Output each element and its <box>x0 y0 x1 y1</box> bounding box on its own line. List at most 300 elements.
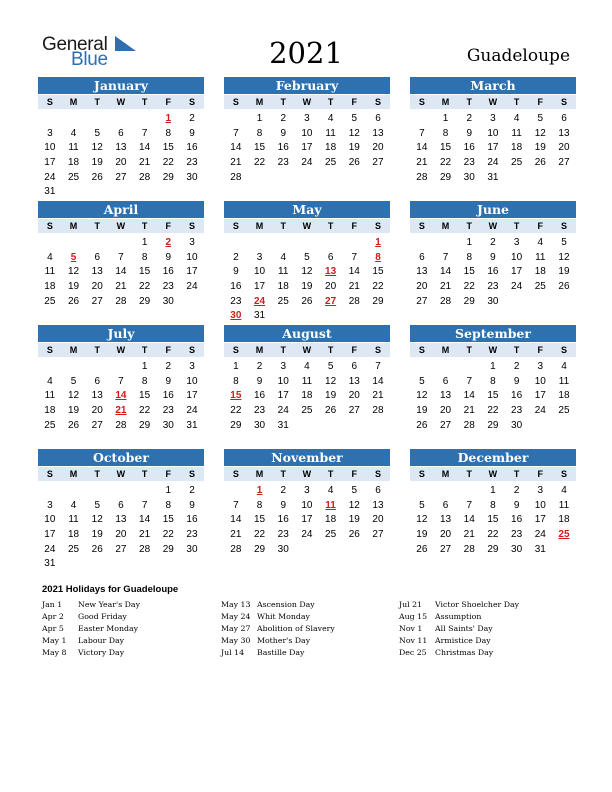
weekday-label: T <box>280 97 286 107</box>
day-cell: 5 <box>561 237 567 248</box>
day-cell: 20 <box>91 281 103 293</box>
month-title: March <box>410 77 576 94</box>
day-cell: 2 <box>513 485 520 496</box>
day-cell: 4 <box>561 361 567 372</box>
day-cell: 3 <box>304 113 310 124</box>
weekday-label: F <box>537 345 544 355</box>
day-cell: 22 <box>463 281 475 293</box>
day-cell: 4 <box>47 375 53 387</box>
day-cell: 13 <box>439 390 452 402</box>
day-cell: 20 <box>115 157 127 169</box>
empty-cell <box>62 484 86 499</box>
weekday-label: S <box>418 221 425 231</box>
day-cell: 17 <box>186 390 198 402</box>
day-cell: 23 <box>463 157 475 169</box>
day-cell: 23 <box>277 157 289 169</box>
day-cell: 2 <box>233 251 239 263</box>
weekday-label: T <box>94 221 100 231</box>
holiday-name: Abolition of Slavery <box>257 624 335 633</box>
weekday-header <box>224 343 390 357</box>
holiday-date: Nov 11 <box>399 636 428 645</box>
weekday-label: W <box>488 221 498 231</box>
day-cell: 20 <box>416 281 428 293</box>
day-cell: 23 <box>253 405 266 417</box>
day-cell: 6 <box>327 251 334 263</box>
weekday-header <box>224 467 390 481</box>
weekday-header <box>38 219 204 233</box>
day-cell: 18 <box>44 281 56 293</box>
holiday-date: May 13 <box>221 600 251 609</box>
weekday-label: T <box>327 469 334 479</box>
holiday-date: May 27 <box>221 624 251 633</box>
day-cell: 20 <box>372 142 384 154</box>
day-cell: 21 <box>348 281 360 293</box>
holiday-name: Victory Day <box>78 648 125 657</box>
holiday-day: 8 <box>375 251 381 263</box>
day-cell: 26 <box>325 405 337 417</box>
day-cell: 6 <box>118 127 124 139</box>
empty-cell <box>434 360 458 375</box>
holiday-date: Apr 5 <box>42 624 64 633</box>
day-cell: 15 <box>487 514 499 526</box>
empty-cell <box>85 484 109 499</box>
day-cell: 22 <box>372 281 384 293</box>
day-cell: 19 <box>91 529 103 541</box>
day-cell: 24 <box>186 405 198 417</box>
empty-cell <box>109 236 133 251</box>
day-cell: 14 <box>463 390 475 402</box>
holiday-day: 2 <box>165 237 172 248</box>
day-cell: 10 <box>301 499 313 511</box>
day-cell: 19 <box>67 405 80 417</box>
weekday-label: F <box>537 469 544 479</box>
holiday-date: May 8 <box>42 648 67 657</box>
weekday-header <box>38 95 204 109</box>
day-cell: 3 <box>537 485 544 496</box>
day-cell: 18 <box>558 390 570 402</box>
day-cell: 7 <box>141 499 148 511</box>
day-cell: 6 <box>375 113 381 124</box>
day-cell: 12 <box>301 266 313 278</box>
day-cell: 10 <box>44 514 56 526</box>
logo-general-text: General <box>42 34 108 55</box>
holiday-item <box>399 611 519 623</box>
day-cell: 16 <box>511 390 523 402</box>
day-cell: 28 <box>463 543 475 555</box>
weekday-label: W <box>302 345 312 355</box>
day-cell: 4 <box>561 485 567 496</box>
day-cell: 7 <box>351 251 358 263</box>
day-cell: 7 <box>375 361 381 372</box>
day-cell: 29 <box>139 295 151 307</box>
day-cell: 27 <box>348 405 360 417</box>
weekday-label: S <box>188 469 195 479</box>
weekday-label: S <box>188 345 195 355</box>
day-cell: 12 <box>325 375 337 387</box>
empty-cell <box>248 236 272 251</box>
day-cell: 26 <box>416 543 428 555</box>
day-cell: 12 <box>534 127 546 139</box>
weekday-label: M <box>441 469 450 479</box>
day-cell: 2 <box>189 485 195 496</box>
day-cell: 11 <box>535 251 546 263</box>
day-cell: 17 <box>44 529 56 541</box>
month-title: May <box>224 201 390 218</box>
empty-cell <box>133 484 157 499</box>
weekday-label: W <box>302 469 312 479</box>
holiday-item <box>42 599 140 611</box>
day-cell: 27 <box>558 157 570 169</box>
day-cell: 2 <box>189 113 195 124</box>
day-cell: 11 <box>558 499 570 511</box>
year-title: 2021 <box>269 36 343 70</box>
day-cell: 4 <box>327 113 334 124</box>
day-cell: 30 <box>487 295 499 307</box>
day-cell: 27 <box>372 529 384 541</box>
day-cell: 2 <box>466 113 472 124</box>
day-cell: 7 <box>118 375 124 387</box>
logo-blue-text: Blue <box>71 49 108 70</box>
empty-cell <box>38 360 62 375</box>
weekday-label: S <box>232 345 239 355</box>
holiday-name: New Year's Day <box>78 600 140 609</box>
day-cell: 4 <box>70 499 77 511</box>
day-cell: 19 <box>348 514 360 526</box>
weekday-label: T <box>141 469 148 479</box>
weekday-label: F <box>537 97 544 107</box>
day-cell: 11 <box>325 127 336 139</box>
month-title: July <box>38 325 204 342</box>
day-cell: 22 <box>139 281 151 293</box>
empty-cell <box>38 236 62 251</box>
day-cell: 8 <box>165 499 172 511</box>
day-cell: 12 <box>348 127 360 139</box>
day-cell: 8 <box>233 375 239 387</box>
month-april <box>38 201 204 309</box>
day-cell: 10 <box>186 251 198 263</box>
month-title: November <box>224 449 390 466</box>
weekday-label: F <box>537 221 544 231</box>
holiday-column <box>221 599 335 659</box>
day-cell: 7 <box>442 251 449 263</box>
weekday-label: F <box>351 221 358 231</box>
empty-cell <box>109 360 133 375</box>
day-cell: 1 <box>165 485 172 496</box>
weekday-label: F <box>351 97 358 107</box>
day-cell: 14 <box>230 514 242 526</box>
empty-cell <box>224 236 248 251</box>
day-cell: 18 <box>67 157 80 169</box>
day-cell: 22 <box>162 157 174 169</box>
day-cell: 24 <box>511 281 523 293</box>
day-cell: 8 <box>442 127 449 139</box>
day-cell: 17 <box>534 390 546 402</box>
day-cell: 16 <box>277 142 289 154</box>
day-cell: 26 <box>558 281 570 293</box>
day-cell: 10 <box>487 127 499 139</box>
day-cell: 5 <box>419 375 425 387</box>
day-cell: 10 <box>44 142 56 154</box>
day-cell: 13 <box>372 127 384 139</box>
day-cell: 1 <box>442 113 449 124</box>
day-cell: 12 <box>91 142 103 154</box>
weekday-label: S <box>188 97 195 107</box>
holiday-day: 15 <box>230 390 242 402</box>
day-cell: 19 <box>348 142 360 154</box>
empty-cell <box>109 484 133 499</box>
day-cell: 15 <box>372 266 384 278</box>
month-september <box>410 325 576 433</box>
day-cell: 20 <box>558 142 570 154</box>
day-cell: 13 <box>91 266 103 278</box>
day-cell: 1 <box>233 361 239 372</box>
weekday-label: F <box>351 345 358 355</box>
holiday-name: Victor Shoelcher Day <box>435 600 520 609</box>
day-cell: 18 <box>67 529 80 541</box>
holiday-day: 27 <box>325 295 337 307</box>
day-cell: 29 <box>253 543 266 555</box>
day-cell: 3 <box>47 127 53 139</box>
day-cell: 2 <box>280 113 286 124</box>
day-cell: 20 <box>325 281 337 293</box>
day-cell: 12 <box>67 390 80 402</box>
day-cell: 28 <box>115 419 127 431</box>
weekday-label: T <box>141 345 148 355</box>
day-cell: 10 <box>534 375 546 387</box>
empty-cell <box>457 360 481 375</box>
day-cell: 14 <box>348 266 360 278</box>
month-february <box>224 77 390 185</box>
day-cell: 22 <box>253 157 266 169</box>
day-grid <box>224 484 390 557</box>
day-cell: 2 <box>490 237 496 248</box>
day-cell: 16 <box>230 281 242 293</box>
day-cell: 30 <box>253 419 266 431</box>
day-cell: 29 <box>162 543 174 555</box>
holiday-item <box>399 623 519 635</box>
day-cell: 11 <box>44 266 56 278</box>
day-cell: 17 <box>277 390 289 402</box>
empty-cell <box>410 112 434 127</box>
day-cell: 1 <box>466 237 472 248</box>
day-cell: 23 <box>487 281 499 293</box>
day-cell: 6 <box>442 499 449 511</box>
holiday-name: Easter Monday <box>78 624 139 633</box>
weekday-label: T <box>466 345 472 355</box>
day-cell: 13 <box>416 266 428 278</box>
month-title: April <box>38 201 204 218</box>
day-cell: 19 <box>416 529 428 541</box>
weekday-label: T <box>513 345 520 355</box>
weekday-label: W <box>488 469 498 479</box>
day-cell: 15 <box>487 390 499 402</box>
empty-cell <box>410 484 434 499</box>
day-cell: 5 <box>537 113 544 124</box>
day-cell: 11 <box>511 127 522 139</box>
weekday-label: T <box>466 469 472 479</box>
day-cell: 5 <box>351 113 358 124</box>
day-cell: 1 <box>256 113 263 124</box>
day-cell: 30 <box>186 543 198 555</box>
day-cell: 14 <box>139 514 151 526</box>
day-grid <box>224 112 390 185</box>
weekday-label: T <box>513 97 520 107</box>
holiday-item <box>42 623 140 635</box>
day-cell: 19 <box>534 142 546 154</box>
day-cell: 17 <box>186 266 198 278</box>
weekday-label: W <box>302 97 312 107</box>
weekday-label: T <box>327 97 334 107</box>
day-cell: 8 <box>256 127 263 139</box>
day-cell: 20 <box>372 514 384 526</box>
day-cell: 12 <box>558 251 570 263</box>
day-cell: 21 <box>463 529 475 541</box>
day-cell: 9 <box>189 127 195 139</box>
weekday-label: F <box>165 97 172 107</box>
day-cell: 10 <box>277 375 289 387</box>
day-cell: 10 <box>186 375 198 387</box>
day-cell: 21 <box>463 405 475 417</box>
day-cell: 22 <box>139 405 151 417</box>
day-grid <box>38 236 204 309</box>
day-cell: 28 <box>139 171 151 183</box>
day-cell: 16 <box>511 514 523 526</box>
day-cell: 24 <box>301 157 313 169</box>
holiday-name: Mother's Day <box>257 636 311 645</box>
day-cell: 27 <box>91 295 103 307</box>
day-cell: 6 <box>442 375 449 387</box>
month-june <box>410 201 576 309</box>
day-cell: 9 <box>513 499 520 511</box>
day-cell: 24 <box>301 529 313 541</box>
day-cell: 9 <box>165 375 172 387</box>
day-cell: 17 <box>301 514 313 526</box>
weekday-label: M <box>441 221 450 231</box>
day-cell: 26 <box>416 419 428 431</box>
day-cell: 6 <box>561 113 567 124</box>
day-cell: 10 <box>534 499 546 511</box>
month-october <box>38 449 204 572</box>
empty-cell <box>224 112 248 127</box>
empty-cell <box>85 360 109 375</box>
holiday-name: All Saints' Day <box>435 624 493 633</box>
day-cell: 5 <box>94 499 100 511</box>
day-cell: 21 <box>115 281 127 293</box>
day-cell: 9 <box>256 375 263 387</box>
holiday-name: Armistice Day <box>435 636 491 645</box>
day-cell: 28 <box>372 405 384 417</box>
weekday-label: S <box>232 469 239 479</box>
empty-cell <box>319 236 343 251</box>
day-cell: 15 <box>439 142 452 154</box>
weekday-label: F <box>165 469 172 479</box>
day-cell: 21 <box>139 529 151 541</box>
day-cell: 18 <box>301 390 313 402</box>
weekday-label: T <box>466 97 472 107</box>
day-cell: 16 <box>253 390 266 402</box>
day-cell: 22 <box>162 529 174 541</box>
day-cell: 29 <box>487 543 499 555</box>
weekday-label: M <box>69 221 78 231</box>
day-cell: 5 <box>327 361 334 372</box>
day-cell: 3 <box>256 251 263 263</box>
day-cell: 11 <box>278 266 289 278</box>
holiday-date: Jan 1 <box>42 600 63 609</box>
empty-cell <box>62 360 86 375</box>
day-cell: 12 <box>416 390 428 402</box>
empty-cell <box>295 236 319 251</box>
empty-cell <box>133 112 157 127</box>
day-cell: 10 <box>511 251 523 263</box>
day-cell: 17 <box>534 514 546 526</box>
day-cell: 23 <box>162 405 174 417</box>
day-cell: 24 <box>487 157 499 169</box>
weekday-label: S <box>46 469 53 479</box>
empty-cell <box>85 236 109 251</box>
day-cell: 3 <box>280 361 286 372</box>
day-cell: 21 <box>230 529 242 541</box>
holiday-name: Christmas Day <box>435 648 494 657</box>
holiday-day: 11 <box>325 499 336 511</box>
holidays-title: 2021 Holidays for Guadeloupe <box>42 584 179 595</box>
weekday-label: T <box>513 221 520 231</box>
day-cell: 29 <box>372 295 384 307</box>
day-cell: 15 <box>253 514 266 526</box>
day-grid <box>38 360 204 433</box>
day-cell: 25 <box>44 295 56 307</box>
holiday-date: May 24 <box>221 612 251 621</box>
day-cell: 8 <box>490 375 496 387</box>
day-cell: 28 <box>230 543 242 555</box>
day-cell: 24 <box>534 529 546 541</box>
day-cell: 17 <box>301 142 313 154</box>
day-cell: 5 <box>351 485 358 496</box>
day-cell: 9 <box>513 375 520 387</box>
weekday-label: S <box>232 97 239 107</box>
weekday-label: T <box>141 221 148 231</box>
weekday-label: T <box>280 345 286 355</box>
weekday-label: S <box>560 469 567 479</box>
day-cell: 5 <box>94 127 100 139</box>
day-cell: 18 <box>511 142 523 154</box>
weekday-label: T <box>94 345 100 355</box>
holiday-day: 1 <box>256 485 263 496</box>
day-cell: 24 <box>44 543 56 555</box>
holiday-day: 13 <box>325 266 337 278</box>
day-grid <box>410 484 576 557</box>
day-cell: 9 <box>189 499 195 511</box>
day-cell: 19 <box>558 266 570 278</box>
day-cell: 25 <box>325 529 337 541</box>
day-cell: 6 <box>351 361 358 372</box>
day-cell: 26 <box>91 171 103 183</box>
day-cell: 12 <box>416 514 428 526</box>
day-cell: 25 <box>325 157 337 169</box>
day-cell: 30 <box>511 419 523 431</box>
day-cell: 26 <box>91 543 103 555</box>
day-cell: 31 <box>253 310 266 322</box>
day-cell: 18 <box>558 514 570 526</box>
holiday-day: 1 <box>375 237 381 248</box>
day-cell: 3 <box>47 499 53 511</box>
month-title: September <box>410 325 576 342</box>
weekday-header <box>38 343 204 357</box>
empty-cell <box>224 484 248 499</box>
holiday-item <box>42 635 140 647</box>
day-cell: 24 <box>277 405 289 417</box>
weekday-header <box>410 343 576 357</box>
day-cell: 11 <box>558 375 570 387</box>
